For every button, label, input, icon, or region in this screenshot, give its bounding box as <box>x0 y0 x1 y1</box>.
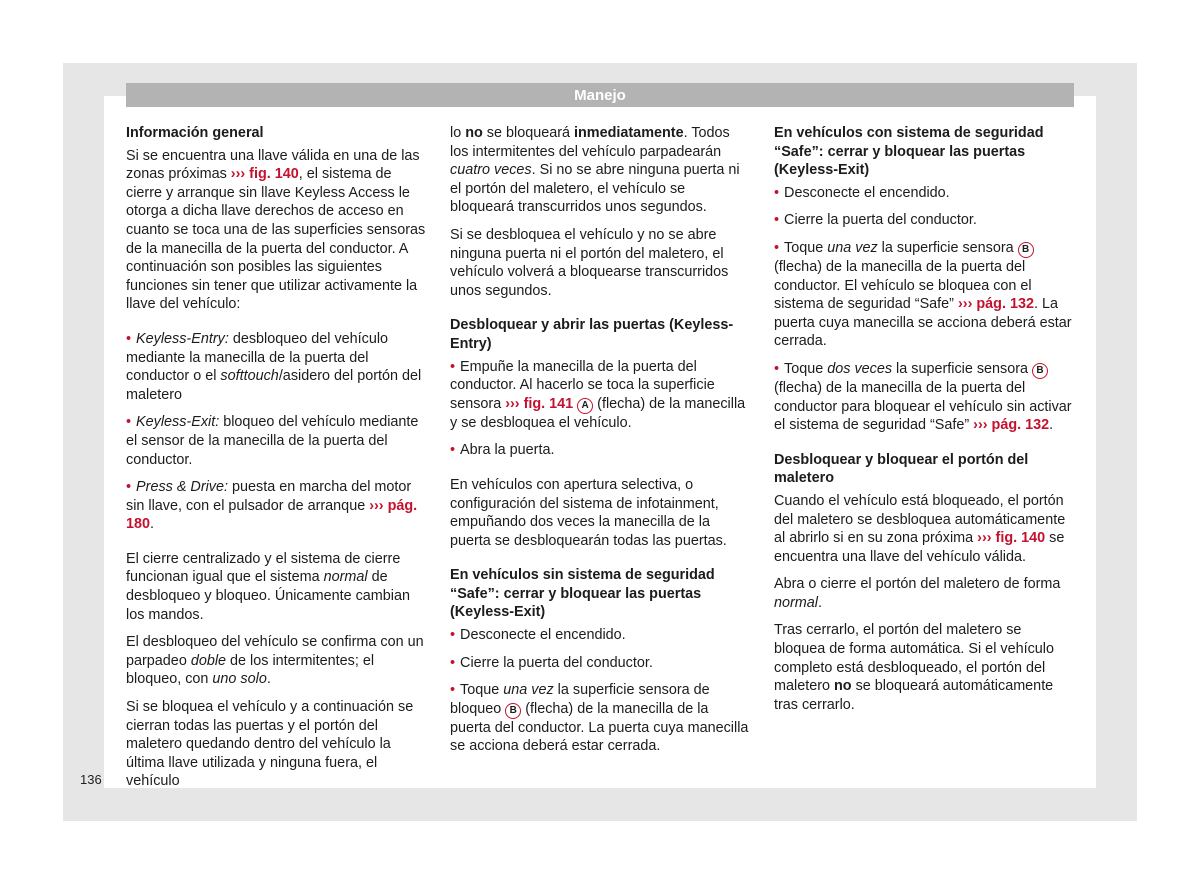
text: (flecha) de la manecilla de la puerta del conductor. La puerta cuya manecilla se acciona deberá estar cerrada. <box>450 700 749 755</box>
text: lo <box>450 125 466 141</box>
bullet-item: • Abra la puerta. <box>450 441 750 460</box>
page-number: 136 <box>80 772 102 787</box>
text: . <box>266 671 271 688</box>
text: (flecha) de la manecilla de la puerta del conductor. El vehículo se bloquea con el sistema de seguridad “Safe” <box>774 258 1032 313</box>
cross-reference-link[interactable]: ››› fig. 141 <box>505 395 574 412</box>
cross-reference-link[interactable]: ››› fig. 140 <box>977 530 1046 547</box>
paragraph <box>450 124 750 217</box>
text: se encuentra una llave del vehículo válida. <box>774 530 1065 565</box>
text: se bloqueará automáticamente tras cerrarlo. <box>774 678 1054 713</box>
bullet-item <box>126 413 426 469</box>
text: Keyless-Exit: <box>136 414 220 431</box>
text: . <box>150 516 155 533</box>
heading-informacion-general: Información general <box>126 125 264 141</box>
text: /asidero del portón del maletero <box>126 368 422 403</box>
text: una vez <box>503 682 554 699</box>
text: . <box>1049 417 1054 434</box>
text: El desbloqueo del vehículo se confirma con un parpadeo <box>126 634 424 669</box>
heading-sin-safe: En vehículos sin sistema de seguridad “Safe”: cerrar y bloquear las puertas (Keyless-Exit) <box>450 567 715 621</box>
text: no <box>834 678 852 695</box>
text: Abra o cierre el portón del maletero de forma <box>774 576 1061 593</box>
text: desbloqueo del vehículo mediante la manecilla de la puerta del conductor o el <box>126 330 389 385</box>
text: Si se encuentra una llave válida en una de las zonas próximas <box>126 147 420 183</box>
text: cuatro veces <box>450 162 532 179</box>
paragraph <box>126 550 426 624</box>
text: . Si no se abre ninguna puerta ni el portón del maletero, el vehículo se bloqueará transcurridos unos segundos. <box>450 162 740 216</box>
text: la superficie sensora <box>877 239 1018 256</box>
text: El cierre centralizado y el sistema de cierre funcionan igual que el sistema <box>126 550 401 586</box>
heading-keyless-entry: Desbloquear y abrir las puertas (Keyless-Entry) <box>450 317 734 352</box>
section-header: Manejo <box>126 83 1074 107</box>
text: de los intermitentes; el bloqueo, con <box>126 652 375 688</box>
cross-reference-link[interactable]: ››› pág. 180 <box>126 497 418 533</box>
text: softtouch <box>220 368 279 385</box>
callout-b-icon: B <box>505 703 521 719</box>
heading-con-safe: En vehículos con sistema de seguridad “Safe”: cerrar y bloquear las puertas (Keyless-Exit) <box>774 125 1044 179</box>
bullet-item: • Desconecte el encendido. <box>774 184 1074 203</box>
text: normal <box>774 594 818 611</box>
callout-b-icon: B <box>1032 363 1048 379</box>
text: la superficie sensora de bloqueo <box>450 682 710 717</box>
cross-reference-link[interactable]: ››› pág. 132 <box>957 296 1034 313</box>
bullet-item <box>450 681 750 756</box>
heading-porton-maletero: Desbloquear y bloquear el portón del maletero <box>774 451 1029 487</box>
text: no <box>465 125 483 141</box>
text: de desbloqueo y bloqueo. Únicamente cambian los mandos. <box>126 569 411 623</box>
bullet-item <box>774 360 1074 435</box>
text: Toque <box>460 682 504 699</box>
text: Tras cerrarlo, el portón del maletero se bloquea de forma automática. Si el vehículo completo está desbloqueado, el portón del maletero <box>774 622 1054 695</box>
column-2 <box>450 124 750 765</box>
text: Press & Drive: <box>136 479 229 496</box>
cross-reference-link[interactable]: ››› pág. 132 <box>973 417 1050 434</box>
bullet-item: • Desconecte el encendido. <box>450 626 750 645</box>
callout-a-icon: A <box>577 398 593 414</box>
paragraph <box>126 633 426 689</box>
text: , el sistema de cierre y arranque sin llave Keyless Access le otorga a dicha llave derechos de acceso en cuanto se toca una de las superficies sensoras de la manecilla de la puerta del conductor. A continuación son posibles las siguientes funciones sin tener que utilizar activamente la llave del vehículo: <box>126 166 426 313</box>
text: una vez <box>827 239 878 256</box>
paragraph <box>126 147 426 314</box>
text: dos veces <box>827 360 893 377</box>
paragraph: Si se bloquea el vehículo y a continuación se cierran todas las puertas y el portón del maletero quedando dentro del vehículo la última llave utilizada y ninguna fuera, el vehículo <box>126 699 414 790</box>
column-3 <box>774 124 1074 723</box>
text: Toque <box>784 239 828 256</box>
paragraph <box>774 575 1074 612</box>
text: Empuñe la manecilla de la puerta del conductor. Al hacerlo se toca la superficie sensora <box>450 358 715 412</box>
bullet-item: • Cierre la puerta del conductor. <box>774 211 1074 230</box>
text: (flecha) de la manecilla y se desbloquea el vehículo. <box>450 395 746 431</box>
bullet-item <box>126 478 426 534</box>
text: inmediatamente <box>574 125 684 141</box>
text: la superficie sensora <box>892 360 1033 377</box>
text: se bloqueará <box>482 125 575 141</box>
text: normal <box>323 569 368 586</box>
text: . <box>818 594 822 611</box>
paragraph <box>774 621 1074 714</box>
column-1 <box>126 124 426 800</box>
text: uno solo <box>212 671 267 688</box>
text: Toque <box>784 360 828 377</box>
paragraph: Si se desbloquea el vehículo y no se abre ninguna puerta ni el portón del maletero, el vehículo volverá a bloquearse transcurridos unos segundos. <box>450 226 729 299</box>
text: Cuando el vehículo está bloqueado, el portón del maletero se desbloquea automáticamente al abrirlo si en su zona próxima <box>774 492 1066 547</box>
text: (flecha) de la manecilla de la puerta del conductor para bloquear el vehículo sin activar el sistema de seguridad “Safe” <box>774 379 1072 434</box>
text: doble <box>190 652 227 669</box>
callout-b-icon: B <box>1018 242 1034 258</box>
bullet-item <box>126 330 426 404</box>
bullet-item <box>774 239 1074 351</box>
text: puesta en marcha del motor sin llave, con el pulsador de arranque <box>126 479 412 514</box>
text: bloqueo del vehículo mediante el sensor de la manecilla de la puerta del conductor. <box>126 414 419 468</box>
paragraph: En vehículos con apertura selectiva, o configuración del sistema de infotainment, empuñando dos veces la manecilla de la puerta se desbloquearán todas las puertas. <box>450 476 727 549</box>
text: Keyless-Entry: <box>136 330 229 347</box>
text: . La puerta cuya manecilla se acciona deberá estar cerrada. <box>774 296 1072 350</box>
paragraph <box>774 492 1074 566</box>
text: . Todos los intermitentes del vehículo parpadearán <box>450 125 730 160</box>
bullet-item: • Cierre la puerta del conductor. <box>450 654 750 673</box>
cross-reference-link[interactable]: ››› fig. 140 <box>230 166 299 183</box>
bullet-item <box>450 358 750 433</box>
